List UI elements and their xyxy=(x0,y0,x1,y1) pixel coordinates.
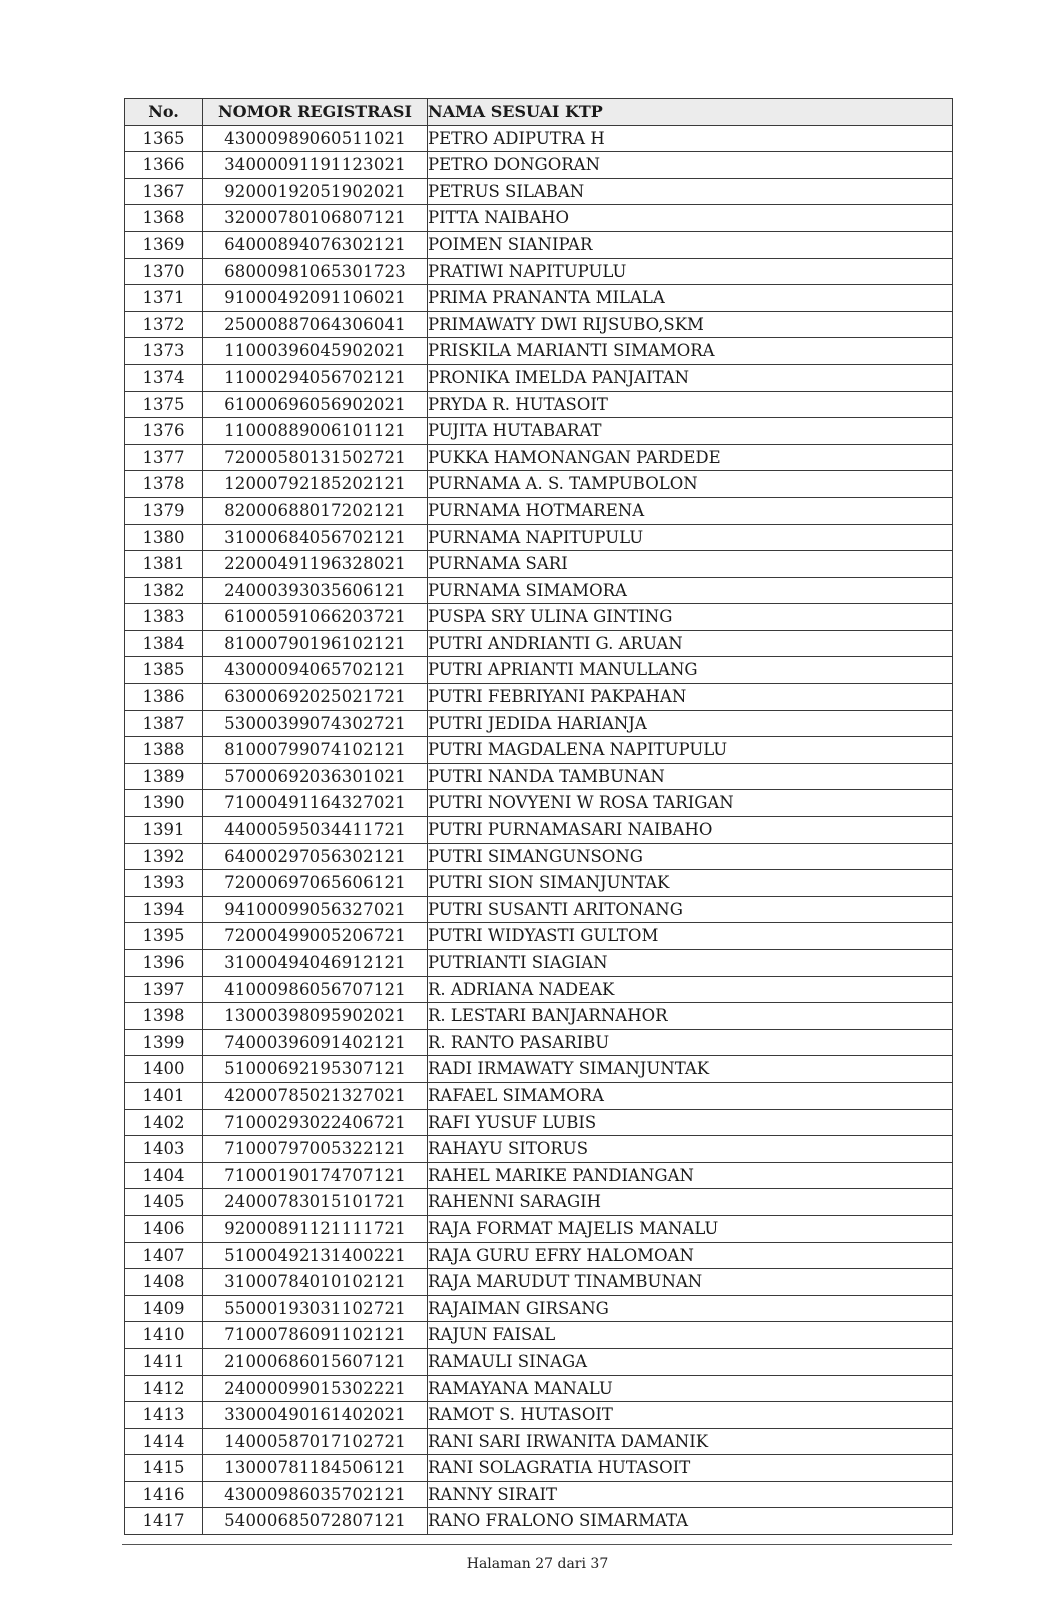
registration-number: 34000091191123021 xyxy=(203,152,428,179)
row-number: 1381 xyxy=(125,551,203,578)
row-number: 1380 xyxy=(125,524,203,551)
registration-number: 41000986056707121 xyxy=(203,976,428,1003)
table-row xyxy=(125,178,953,205)
row-number: 1369 xyxy=(125,231,203,258)
row-number: 1365 xyxy=(125,125,203,152)
registration-number: 68000981065301723 xyxy=(203,258,428,285)
registration-number: 24000099015302221 xyxy=(203,1375,428,1402)
row-number: 1366 xyxy=(125,152,203,179)
row-number: 1396 xyxy=(125,950,203,977)
footer-divider xyxy=(122,1544,952,1545)
person-name: PURNAMA NAPITUPULU xyxy=(428,524,953,551)
table-row xyxy=(125,231,953,258)
registration-number: 72000499005206721 xyxy=(203,923,428,950)
table-row xyxy=(125,205,953,232)
person-name: PURNAMA SIMAMORA xyxy=(428,577,953,604)
person-name: RAMAYANA MANALU xyxy=(428,1375,953,1402)
registration-number: 13000398095902021 xyxy=(203,1003,428,1030)
person-name: PURNAMA HOTMARENA xyxy=(428,497,953,524)
table-row xyxy=(125,923,953,950)
registration-number: 43000989060511021 xyxy=(203,125,428,152)
registration-number: 71000786091102121 xyxy=(203,1322,428,1349)
registration-number: 61000696056902021 xyxy=(203,391,428,418)
row-number: 1379 xyxy=(125,497,203,524)
row-number: 1382 xyxy=(125,577,203,604)
row-number: 1394 xyxy=(125,896,203,923)
table-row xyxy=(125,657,953,684)
person-name: PUTRI NOVYENI W ROSA TARIGAN xyxy=(428,790,953,817)
row-number: 1412 xyxy=(125,1375,203,1402)
person-name: RAJAIMAN GIRSANG xyxy=(428,1295,953,1322)
table-row xyxy=(125,790,953,817)
row-number: 1417 xyxy=(125,1508,203,1535)
registration-number: 71000491164327021 xyxy=(203,790,428,817)
row-number: 1408 xyxy=(125,1269,203,1296)
table-row xyxy=(125,577,953,604)
person-name: PUKKA HAMONANGAN PARDEDE xyxy=(428,444,953,471)
person-name: PUTRI APRIANTI MANULLANG xyxy=(428,657,953,684)
table-row xyxy=(125,604,953,631)
registration-number: 51000492131400221 xyxy=(203,1242,428,1269)
table-row xyxy=(125,444,953,471)
registration-number: 81000790196102121 xyxy=(203,630,428,657)
registration-number: 92000192051902021 xyxy=(203,178,428,205)
row-number: 1387 xyxy=(125,710,203,737)
table-row xyxy=(125,950,953,977)
table-row xyxy=(125,1029,953,1056)
table-row xyxy=(125,391,953,418)
table-row xyxy=(125,1295,953,1322)
registration-number: 12000792185202121 xyxy=(203,471,428,498)
table-row xyxy=(125,1455,953,1482)
table-row xyxy=(125,1162,953,1189)
table-row xyxy=(125,1242,953,1269)
person-name: PUTRI FEBRIYANI PAKPAHAN xyxy=(428,684,953,711)
table-row xyxy=(125,1082,953,1109)
person-name: RAFAEL SIMAMORA xyxy=(428,1082,953,1109)
registration-number: 82000688017202121 xyxy=(203,497,428,524)
table-row xyxy=(125,870,953,897)
registration-number: 94100099056327021 xyxy=(203,896,428,923)
person-name: PRONIKA IMELDA PANJAITAN xyxy=(428,364,953,391)
registration-number: 32000780106807121 xyxy=(203,205,428,232)
row-number: 1377 xyxy=(125,444,203,471)
registration-number: 81000799074102121 xyxy=(203,737,428,764)
row-number: 1414 xyxy=(125,1428,203,1455)
registration-number: 13000781184506121 xyxy=(203,1455,428,1482)
person-name: RAJA FORMAT MAJELIS MANALU xyxy=(428,1215,953,1242)
person-name: RAMAULI SINAGA xyxy=(428,1348,953,1375)
row-number: 1399 xyxy=(125,1029,203,1056)
registration-number: 64000297056302121 xyxy=(203,843,428,870)
table-row xyxy=(125,497,953,524)
header-name: NAMA SESUAI KTP xyxy=(428,99,953,126)
row-number: 1378 xyxy=(125,471,203,498)
row-number: 1402 xyxy=(125,1109,203,1136)
table-row xyxy=(125,471,953,498)
table-row xyxy=(125,152,953,179)
row-number: 1410 xyxy=(125,1322,203,1349)
registration-number: 51000692195307121 xyxy=(203,1056,428,1083)
table-row xyxy=(125,1428,953,1455)
person-name: PUJITA HUTABARAT xyxy=(428,418,953,445)
person-name: PITTA NAIBAHO xyxy=(428,205,953,232)
registration-number: 54000685072807121 xyxy=(203,1508,428,1535)
person-name: PUTRI NANDA TAMBUNAN xyxy=(428,763,953,790)
registration-number: 43000986035702121 xyxy=(203,1481,428,1508)
person-name: PUSPA SRY ULINA GINTING xyxy=(428,604,953,631)
row-number: 1395 xyxy=(125,923,203,950)
person-name: RAHENNI SARAGIH xyxy=(428,1189,953,1216)
registration-number: 63000692025021721 xyxy=(203,684,428,711)
row-number: 1388 xyxy=(125,737,203,764)
row-number: 1392 xyxy=(125,843,203,870)
row-number: 1406 xyxy=(125,1215,203,1242)
person-name: PRIMA PRANANTA MILALA xyxy=(428,285,953,312)
page-number: Halaman 27 dari 37 xyxy=(466,1556,609,1572)
registration-number: 55000193031102721 xyxy=(203,1295,428,1322)
person-name: PUTRI SIMANGUNSONG xyxy=(428,843,953,870)
row-number: 1373 xyxy=(125,338,203,365)
registration-number: 24000783015101721 xyxy=(203,1189,428,1216)
registration-number: 31000784010102121 xyxy=(203,1269,428,1296)
row-number: 1372 xyxy=(125,311,203,338)
table-row xyxy=(125,1402,953,1429)
person-name: RADI IRMAWATY SIMANJUNTAK xyxy=(428,1056,953,1083)
table-row xyxy=(125,1508,953,1535)
row-number: 1403 xyxy=(125,1136,203,1163)
person-name: PRIMAWATY DWI RIJSUBO,SKM xyxy=(428,311,953,338)
row-number: 1407 xyxy=(125,1242,203,1269)
table-row xyxy=(125,1481,953,1508)
table-row xyxy=(125,1215,953,1242)
registration-number: 42000785021327021 xyxy=(203,1082,428,1109)
person-name: RAMOT S. HUTASOIT xyxy=(428,1402,953,1429)
row-number: 1367 xyxy=(125,178,203,205)
row-number: 1375 xyxy=(125,391,203,418)
person-name: RAHEL MARIKE PANDIANGAN xyxy=(428,1162,953,1189)
registration-number: 21000686015607121 xyxy=(203,1348,428,1375)
row-number: 1393 xyxy=(125,870,203,897)
row-number: 1400 xyxy=(125,1056,203,1083)
table-row xyxy=(125,524,953,551)
table-row xyxy=(125,364,953,391)
person-name: PETRO DONGORAN xyxy=(428,152,953,179)
table-row xyxy=(125,551,953,578)
registration-number: 31000684056702121 xyxy=(203,524,428,551)
table-row xyxy=(125,1322,953,1349)
table-row xyxy=(125,258,953,285)
person-name: RANI SOLAGRATIA HUTASOIT xyxy=(428,1455,953,1482)
table-row xyxy=(125,311,953,338)
person-name: RAHAYU SITORUS xyxy=(428,1136,953,1163)
registration-number: 22000491196328021 xyxy=(203,551,428,578)
row-number: 1401 xyxy=(125,1082,203,1109)
row-number: 1371 xyxy=(125,285,203,312)
registration-number: 74000396091402121 xyxy=(203,1029,428,1056)
table-row xyxy=(125,418,953,445)
row-number: 1405 xyxy=(125,1189,203,1216)
table-row xyxy=(125,817,953,844)
person-name: RAJA MARUDUT TINAMBUNAN xyxy=(428,1269,953,1296)
registration-number: 24000393035606121 xyxy=(203,577,428,604)
registration-number: 72000580131502721 xyxy=(203,444,428,471)
person-name: RANI SARI IRWANITA DAMANIK xyxy=(428,1428,953,1455)
table-row xyxy=(125,896,953,923)
registration-number: 44000595034411721 xyxy=(203,817,428,844)
table-row xyxy=(125,1269,953,1296)
row-number: 1370 xyxy=(125,258,203,285)
person-name: PUTRI SION SIMANJUNTAK xyxy=(428,870,953,897)
table-row xyxy=(125,1136,953,1163)
table-row xyxy=(125,338,953,365)
table-row xyxy=(125,285,953,312)
person-name: RAJUN FAISAL xyxy=(428,1322,953,1349)
table-header-row xyxy=(125,99,953,126)
table-row xyxy=(125,737,953,764)
table-row xyxy=(125,1109,953,1136)
person-name: PURNAMA SARI xyxy=(428,551,953,578)
registration-number: 14000587017102721 xyxy=(203,1428,428,1455)
row-number: 1368 xyxy=(125,205,203,232)
person-name: PUTRI MAGDALENA NAPITUPULU xyxy=(428,737,953,764)
registration-number: 11000294056702121 xyxy=(203,364,428,391)
person-name: PETRO ADIPUTRA H xyxy=(428,125,953,152)
registration-number: 64000894076302121 xyxy=(203,231,428,258)
person-name: PRYDA R. HUTASOIT xyxy=(428,391,953,418)
table-body xyxy=(125,125,953,1534)
header-registration-number: NOMOR REGISTRASI xyxy=(203,99,428,126)
row-number: 1374 xyxy=(125,364,203,391)
person-name: PUTRI WIDYASTI GULTOM xyxy=(428,923,953,950)
person-name: POIMEN SIANIPAR xyxy=(428,231,953,258)
table-row xyxy=(125,125,953,152)
table-row xyxy=(125,976,953,1003)
registration-number: 11000396045902021 xyxy=(203,338,428,365)
row-number: 1404 xyxy=(125,1162,203,1189)
row-number: 1409 xyxy=(125,1295,203,1322)
person-name: PRISKILA MARIANTI SIMAMORA xyxy=(428,338,953,365)
person-name: PUTRIANTI SIAGIAN xyxy=(428,950,953,977)
registration-number: 61000591066203721 xyxy=(203,604,428,631)
table-row xyxy=(125,763,953,790)
registration-table xyxy=(124,98,953,1535)
person-name: RAFI YUSUF LUBIS xyxy=(428,1109,953,1136)
registration-number: 11000889006101121 xyxy=(203,418,428,445)
person-name: PRATIWI NAPITUPULU xyxy=(428,258,953,285)
row-number: 1411 xyxy=(125,1348,203,1375)
registration-number: 25000887064306041 xyxy=(203,311,428,338)
row-number: 1385 xyxy=(125,657,203,684)
row-number: 1398 xyxy=(125,1003,203,1030)
table-row xyxy=(125,1189,953,1216)
table-row xyxy=(125,630,953,657)
registration-number: 43000094065702121 xyxy=(203,657,428,684)
registration-number: 33000490161402021 xyxy=(203,1402,428,1429)
table-row xyxy=(125,710,953,737)
row-number: 1383 xyxy=(125,604,203,631)
registration-number: 31000494046912121 xyxy=(203,950,428,977)
row-number: 1391 xyxy=(125,817,203,844)
person-name: PUTRI PURNAMASARI NAIBAHO xyxy=(428,817,953,844)
registration-number: 71000797005322121 xyxy=(203,1136,428,1163)
table-row xyxy=(125,684,953,711)
row-number: 1389 xyxy=(125,763,203,790)
header-no: No. xyxy=(125,99,203,126)
person-name: RANNY SIRAIT xyxy=(428,1481,953,1508)
registration-number: 91000492091106021 xyxy=(203,285,428,312)
person-name: PUTRI JEDIDA HARIANJA xyxy=(428,710,953,737)
registration-number: 53000399074302721 xyxy=(203,710,428,737)
row-number: 1416 xyxy=(125,1481,203,1508)
table-row xyxy=(125,1003,953,1030)
row-number: 1384 xyxy=(125,630,203,657)
person-name: R. LESTARI BANJARNAHOR xyxy=(428,1003,953,1030)
person-name: R. RANTO PASARIBU xyxy=(428,1029,953,1056)
registration-number: 72000697065606121 xyxy=(203,870,428,897)
person-name: R. ADRIANA NADEAK xyxy=(428,976,953,1003)
person-name: RAJA GURU EFRY HALOMOAN xyxy=(428,1242,953,1269)
person-name: RANO FRALONO SIMARMATA xyxy=(428,1508,953,1535)
registration-number: 57000692036301021 xyxy=(203,763,428,790)
person-name: PUTRI ANDRIANTI G. ARUAN xyxy=(428,630,953,657)
registration-number: 92000891121111721 xyxy=(203,1215,428,1242)
registration-number: 71000293022406721 xyxy=(203,1109,428,1136)
person-name: PURNAMA A. S. TAMPUBOLON xyxy=(428,471,953,498)
table-row xyxy=(125,843,953,870)
table-row xyxy=(125,1375,953,1402)
registration-number: 71000190174707121 xyxy=(203,1162,428,1189)
row-number: 1376 xyxy=(125,418,203,445)
row-number: 1386 xyxy=(125,684,203,711)
person-name: PUTRI SUSANTI ARITONANG xyxy=(428,896,953,923)
table-row xyxy=(125,1056,953,1083)
row-number: 1397 xyxy=(125,976,203,1003)
row-number: 1415 xyxy=(125,1455,203,1482)
table-row xyxy=(125,1348,953,1375)
person-name: PETRUS SILABAN xyxy=(428,178,953,205)
row-number: 1413 xyxy=(125,1402,203,1429)
row-number: 1390 xyxy=(125,790,203,817)
